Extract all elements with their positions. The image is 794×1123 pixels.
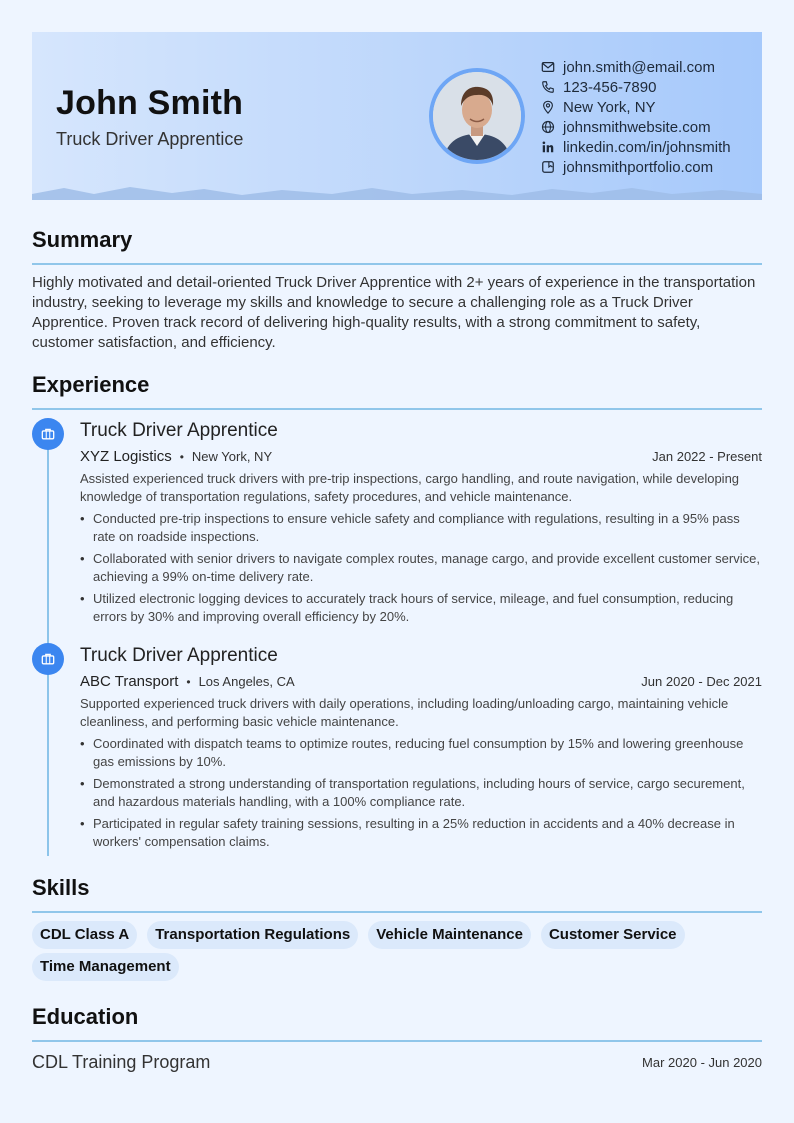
linkedin-icon: [541, 140, 555, 154]
contact-email-text: john.smith@email.com: [563, 58, 715, 76]
experience-heading: Experience: [32, 372, 150, 397]
job-role: Truck Driver Apprentice: [80, 645, 278, 666]
job-achievements: [80, 735, 762, 851]
contact-portfolio[interactable]: [541, 157, 731, 177]
contact-linkedin-text: linkedin.com/in/johnsmith: [563, 138, 731, 156]
experience-divider: [32, 408, 762, 410]
profile-photo: [429, 68, 525, 164]
job-meta: [80, 670, 762, 694]
experience-item: [80, 418, 762, 630]
job-dates: Jan 2022 - Present: [652, 449, 762, 464]
meta-separator: •: [179, 450, 184, 464]
job-dates: Jun 2020 - Dec 2021: [641, 674, 762, 689]
contact-email[interactable]: [541, 57, 731, 77]
contact-location-text: New York, NY: [563, 98, 656, 116]
resume-header: [32, 32, 762, 200]
candidate-name: John Smith: [56, 84, 244, 122]
achievement-item: • Conducted pre-trip inspections to ensure vehicle safety and compliance with regulations, resulting in a 95% pass rate on roadside inspections.: [80, 510, 762, 546]
skill-chip: Time Management: [32, 953, 179, 981]
email-icon: [541, 60, 555, 74]
phone-icon: [541, 80, 555, 94]
achievement-item: • Collaborated with senior drivers to navigate complex routes, manage cargo, and provide excellent customer service, achieving a 99% on-time delivery rate.: [80, 550, 762, 586]
skill-chip: Transportation Regulations: [147, 921, 358, 949]
mountain-decoration: [32, 184, 762, 200]
achievement-item: • Demonstrated a strong understanding of transportation regulations, including hours of service, cargo securement, and hazardous materials handling, with a 100% compliance rate.: [80, 775, 762, 811]
meta-separator: •: [186, 675, 191, 689]
education-dates: Mar 2020 - Jun 2020: [642, 1055, 762, 1070]
job-company: ABC Transport: [80, 673, 179, 690]
timeline-marker: [32, 418, 64, 450]
location-icon: [541, 100, 555, 114]
contact-phone[interactable]: [541, 77, 731, 97]
summary-heading: Summary: [32, 227, 133, 252]
contact-phone-text: 123-456-7890: [563, 78, 657, 96]
job-description: Assisted experienced truck drivers with pre-trip inspections, cargo handling, and route navigation, while developing knowledge of transportation regulations, safety procedures, and vehicle maintenance.: [80, 471, 740, 504]
skill-chip: Vehicle Maintenance: [368, 921, 531, 949]
job-location: New York, NY: [191, 449, 273, 464]
job-description: Supported experienced truck drivers with daily operations, including loading/unloading cargo, maintaining vehicle cleanliness, and performing basic vehicle maintenance.: [80, 696, 729, 729]
skill-chip: CDL Class A: [32, 921, 137, 949]
job-company: XYZ Logistics: [80, 448, 172, 465]
portfolio-icon: [541, 160, 555, 174]
education-program: CDL Training Program: [32, 1052, 211, 1072]
achievement-item: • Coordinated with dispatch teams to optimize routes, reducing fuel consumption by 15% and lowering greenhouse gas emissions by 10%.: [80, 735, 762, 771]
skill-chip: Customer Service: [541, 921, 685, 949]
contact-location: [541, 97, 731, 117]
briefcase-icon: [41, 427, 55, 441]
contact-website-text: johnsmithwebsite.com: [563, 118, 711, 136]
contact-list: [541, 57, 731, 177]
summary-text: Highly motivated and detail-oriented Truck Driver Apprentice with 2+ years of experience in the transportation industry, seeking to leverage my skills and knowledge to secure a challenging role as a Truck Driver Apprentice. Proven track record of delivering high-quality results, with a strong commitment to safety, customer satisfaction, and efficiency.: [32, 274, 756, 351]
summary-divider: [32, 263, 762, 265]
skills-divider: [32, 911, 762, 913]
candidate-title: Truck Driver Apprentice: [56, 129, 244, 149]
job-achievements: [80, 510, 762, 626]
timeline-marker: [32, 643, 64, 675]
skills-heading: Skills: [32, 875, 90, 900]
education-divider: [32, 1040, 762, 1042]
skills-list: [32, 921, 762, 981]
achievement-item: • Participated in regular safety training sessions, resulting in a 25% reduction in accidents and a 40% decrease in workers' compensation claims.: [80, 815, 762, 851]
education-heading: Education: [32, 1004, 139, 1029]
job-location: Los Angeles, CA: [198, 674, 295, 689]
achievement-item: • Utilized electronic logging devices to accurately track hours of service, mileage, and fuel consumption, reducing errors by 30% and improving overall efficiency by 20%.: [80, 590, 762, 626]
briefcase-icon: [41, 652, 55, 666]
job-meta: [80, 445, 762, 469]
contact-linkedin[interactable]: [541, 137, 731, 157]
contact-website[interactable]: [541, 117, 731, 137]
experience-item: [80, 643, 762, 855]
contact-portfolio-text: johnsmithportfolio.com: [563, 158, 714, 176]
job-role: Truck Driver Apprentice: [80, 420, 278, 441]
globe-icon: [541, 120, 555, 134]
